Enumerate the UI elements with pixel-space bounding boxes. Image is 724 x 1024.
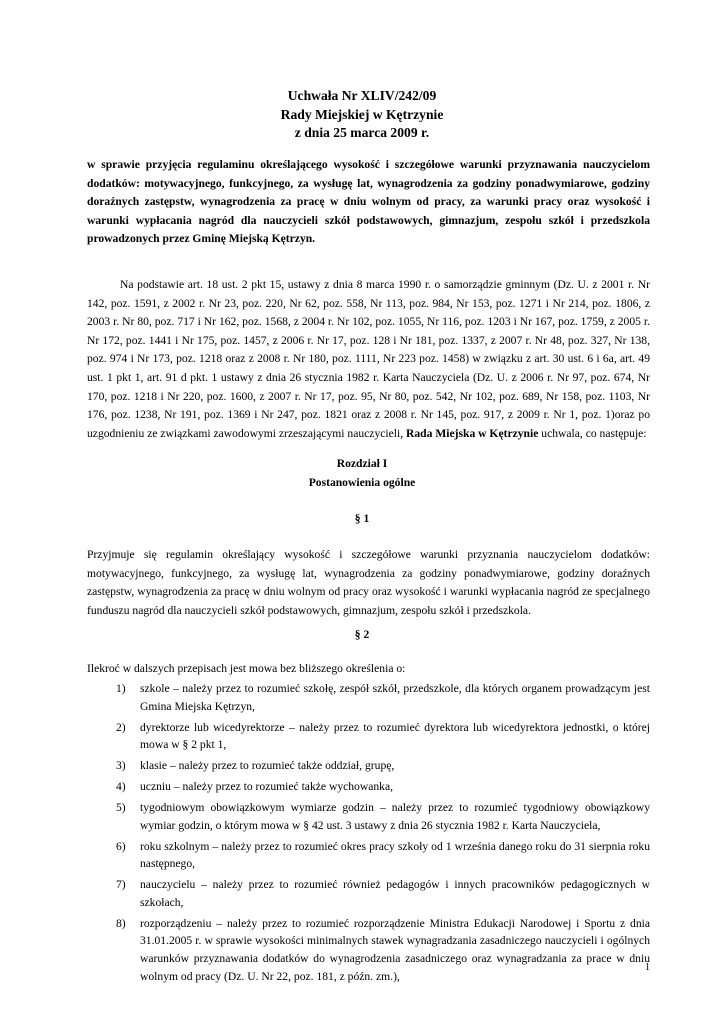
list-item-number: 3) (116, 759, 126, 773)
list-item (87, 915, 650, 985)
list-item-text: tygodniowym obowiązkowym wymiarze godzin – należy przez to rozumieć tygodniowy obowiązkowy wymiar godzin, o którym mowa w § 42 ust. 3 ustawy z dnia 26 stycznia 1982 r. Karta Nauczyciela, (140, 801, 650, 832)
resolution-number: Uchwała Nr XLIV/242/09 (287, 88, 437, 103)
page-number: 1 (645, 962, 650, 973)
list-item (87, 838, 650, 873)
list-item-text: nauczycielu – należy przez to rozumieć również pedagogów i innych pracowników pedagogicznych w szkołach, (140, 878, 650, 909)
legal-basis-paragraph (87, 276, 650, 443)
chapter-heading (0, 455, 724, 492)
resolution-subject: w sprawie przyjęcia regulaminu określającego wysokość i szczegółowe warunki przyznawania nauczycielom dodatków: motywacyjnego, funkcyjnego, za wysługę lat, wynagrodzenia za godziny ponadwymiarowe, godziny doraźnych zastępstw, wynagrodzenia za pracę w dniu wolnym od pracy, za warunki pracy oraz wysokość i warunki wypłacania nagród dla nauczycieli szkół podstawowych, gimnazjum, zespołu szkół i przedszkola prowadzonych przez Gminę Miejską Kętrzyn. (87, 158, 650, 246)
chapter-name: Postanowienia ogólne (308, 475, 416, 489)
section-2-intro: Ilekroć w dalszych przepisach jest mowa bez bliższego określenia o: (87, 662, 406, 675)
list-item-number: 1) (116, 682, 126, 695)
list-item-text: klasie – należy przez to rozumieć także oddział, grupę, (140, 759, 395, 773)
list-item-text: szkole – należy przez to rozumieć szkołę, zespół szkół, przedszkole, dla których organem prowadzącym jest Gmina Miejska Kętrzyn, (140, 682, 650, 713)
council-name: Rada Miejska w Kętrzynie (406, 426, 539, 440)
list-item (87, 799, 650, 834)
chapter-label: Rozdział I (336, 457, 388, 470)
list-item (87, 680, 650, 715)
list-item-text: dyrektorze lub wicedyrektorze – należy przez to rozumieć dyrektora lub wicedyrektora jednostki, o której mowa w § 2 pkt 1, (140, 720, 650, 752)
list-item-number: 2) (116, 720, 126, 734)
list-item-text: roku szkolnym – należy przez to rozumieć okres pracy szkoły od 1 września danego roku do 31 sierpnia roku następnego, (140, 839, 650, 871)
resolution-title (0, 87, 724, 143)
list-item-number: 8) (116, 916, 126, 930)
definitions-list (87, 680, 650, 989)
list-item-text: rozporządzeniu – należy przez to rozumieć rozporządzenie Ministra Edukacji Narodowej i Sportu z dnia 31.01.2005 r. w sprawie wysokości minimalnych stawek wynagradzania zasadniczego nauczycieli i ogólnych warunków przyznawania dodatków do wynagrodzenia zasadniczego oraz wynagradzania za prace w dniu wolnym od pracy (Dz. U. Nr 22, poz. 181, z późn. zm.), (140, 916, 650, 983)
section-2-heading: § 2 (354, 628, 370, 641)
list-item-number: 6) (116, 839, 126, 853)
list-item (87, 778, 650, 796)
legal-basis-closing: uchwala, co następuje: (541, 426, 647, 440)
list-item-number: 5) (116, 801, 126, 815)
list-item (87, 876, 650, 911)
legal-basis-text: Na podstawie art. 18 ust. 2 pkt 15, ustawy z dnia 8 marca 1990 r. o samorządzie gminnym (Dz. U. z 2001 r. Nr 142, poz. 1591, z 2002 r. Nr 23, poz. 220, Nr 62, poz. 558, Nr 113, poz. 984, Nr 153, poz. 1271 i Nr 214, poz. 1806, z 2003 r. Nr 80, poz. 717 i Nr 162, poz. 1568, z 2004 r. Nr 102, poz. 1055, Nr 116, poz. 1203 i Nr 167, poz. 1759, z 2005 r. Nr 172, poz. 1441 i Nr 175, poz. 1457, z 2006 r. Nr 17, poz. 128 i Nr 181, poz. 1337, z 2007 r. Nr 48, poz. 327, Nr 138, poz. 974 i Nr 173, poz. 1218 oraz z 2008 r. Nr 180, poz. 1111, Nr 223 poz. 1458) w związku z art. 30 ust. 6 i 6a, art. 49 ust. 1 pkt 1, art. 91 d pkt. 1 ustawy z dnia 26 stycznia 1982 r. Karta Nauczyciela (Dz. U. z 2006 r. Nr 97, poz. 674, Nr 170, poz. 1218 i Nr 220, poz. 1600, z 2007 r. Nr 17, poz. 95, Nr 80, poz. 542, Nr 102, poz. 689, Nr 158, poz. 1103, Nr 176, poz. 1238, Nr 191, poz. 1369 i Nr 247, poz. 1821 oraz z 2008 r. Nr 145, poz. 917, z 2009 r. Nr 1, poz. 1)oraz po uzgodnieniu ze związkami zawodowymi zrzeszającymi nauczycieli, (87, 278, 650, 440)
list-item (87, 757, 650, 775)
section-1-text: Przyjmuje się regulamin określający wysokość i szczegółowe warunki przyznania nauczycielom dodatków: motywacyjnego, funkcyjnego, za wysługę lat, wynagrodzenia za godziny ponadwymiarowe, godziny doraźnych zastępstw, wynagrodzenia za pracę w dniu wolnym od pracy oraz wysokość i warunki wypłacania nagród ze specjalnego funduszu nagród dla nauczycieli szkół podstawowych, gimnazjum, zespołu szkół i przedszkola. (87, 548, 650, 617)
list-item-number: 4) (116, 780, 126, 794)
list-item (87, 719, 650, 754)
issuing-council: Rady Miejskiej w Kętrzynie (280, 106, 444, 122)
section-1-heading: § 1 (354, 512, 370, 525)
list-item-text: uczniu – należy przez to rozumieć także wychowanka, (140, 780, 394, 794)
resolution-date: z dnia 25 marca 2009 r. (294, 125, 430, 140)
list-item-number: 7) (116, 878, 126, 892)
